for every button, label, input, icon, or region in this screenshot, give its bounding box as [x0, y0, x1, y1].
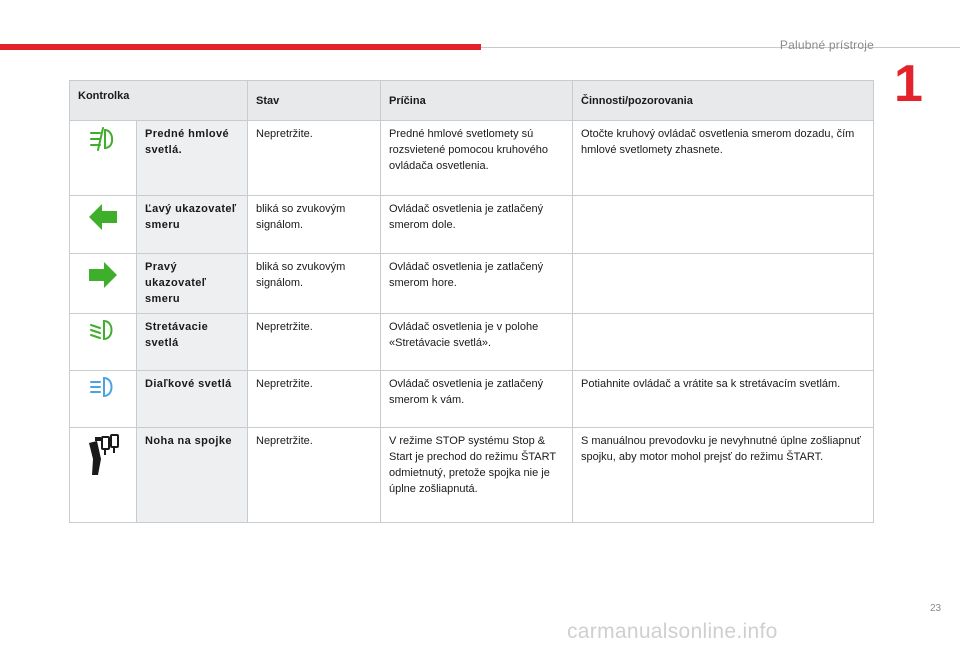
indicator-cause: Ovládač osvetlenia je v polohe «Stretávacie svetlá». — [381, 314, 573, 371]
indicator-status: Nepretržite. — [248, 121, 381, 196]
header-rule — [481, 47, 960, 48]
indicator-cause: Ovládač osvetlenia je zatlačený smerom k vám. — [381, 371, 573, 428]
indicator-action — [573, 314, 874, 371]
page-number: 23 — [930, 603, 942, 614]
table-row — [70, 254, 874, 314]
dipped-beam-icon — [88, 319, 118, 341]
column-header-cinnosti: Činnosti/pozorovania — [573, 81, 874, 121]
indicator-status: bliká so zvukovým signálom. — [248, 254, 381, 314]
indicator-name: Diaľkové svetlá — [137, 371, 248, 428]
indicator-action: Potiahnite ovládač a vrátite sa k stretávacím svetlám. — [573, 371, 874, 428]
column-header-kontrolka: Kontrolka — [70, 81, 248, 121]
left-turn-arrow-icon — [87, 201, 119, 233]
indicator-cause: Ovládač osvetlenia je zatlačený smerom dole. — [381, 196, 573, 254]
column-header-stav: Stav — [248, 81, 381, 121]
column-header-pricina: Príčina — [381, 81, 573, 121]
right-turn-arrow-icon — [87, 259, 119, 291]
foot-on-clutch-icon — [85, 433, 121, 477]
section-title: Palubné prístroje — [779, 38, 874, 52]
watermark: carmanualsonline.info — [567, 620, 778, 643]
indicator-name: Noha na spojke — [137, 428, 248, 523]
indicator-name: Ľavý ukazovateľ smeru — [137, 196, 248, 254]
indicator-cause: Ovládač osvetlenia je zatlačený smerom hore. — [381, 254, 573, 314]
indicator-status: Nepretržite. — [248, 371, 381, 428]
icon-cell — [70, 254, 137, 314]
icon-cell — [70, 121, 137, 196]
indicator-action: S manuálnou prevodovku je nevyhnutné úplne zošliapnuť spojku, aby motor mohol prejsť do režimu ŠTART. — [573, 428, 874, 523]
table-header-row — [70, 81, 874, 121]
icon-cell — [70, 371, 137, 428]
indicator-status: bliká so zvukovým signálom. — [248, 196, 381, 254]
table-row — [70, 428, 874, 523]
icon-cell — [70, 314, 137, 371]
warning-lights-table — [69, 80, 874, 523]
indicator-name: Predné hmlové svetlá. — [137, 121, 248, 196]
chapter-number: 1 — [894, 55, 923, 113]
indicator-status: Nepretržite. — [248, 428, 381, 523]
table-row — [70, 121, 874, 196]
main-beam-icon — [88, 376, 118, 398]
indicator-status: Nepretržite. — [248, 314, 381, 371]
indicator-cause: Predné hmlové svetlomety sú rozsvietené pomocou kruhového ovládača osvetlenia. — [381, 121, 573, 196]
indicator-action — [573, 196, 874, 254]
header-red-bar — [0, 44, 481, 50]
indicator-name: Stretávacie svetlá — [137, 314, 248, 371]
indicator-cause: V režime STOP systému Stop & Start je prechod do režimu ŠTART odmietnutý, pretože spojka nie je úplne zošliapnutá. — [381, 428, 573, 523]
indicator-action: Otočte kruhový ovládač osvetlenia smerom dozadu, čím hmlové svetlomety zhasnete. — [573, 121, 874, 196]
table-row — [70, 196, 874, 254]
icon-cell — [70, 428, 137, 523]
indicator-name: Pravý ukazovateľ smeru — [137, 254, 248, 314]
indicator-action — [573, 254, 874, 314]
table-row — [70, 314, 874, 371]
front-fog-lights-icon — [88, 126, 118, 152]
icon-cell — [70, 196, 137, 254]
table-row — [70, 371, 874, 428]
